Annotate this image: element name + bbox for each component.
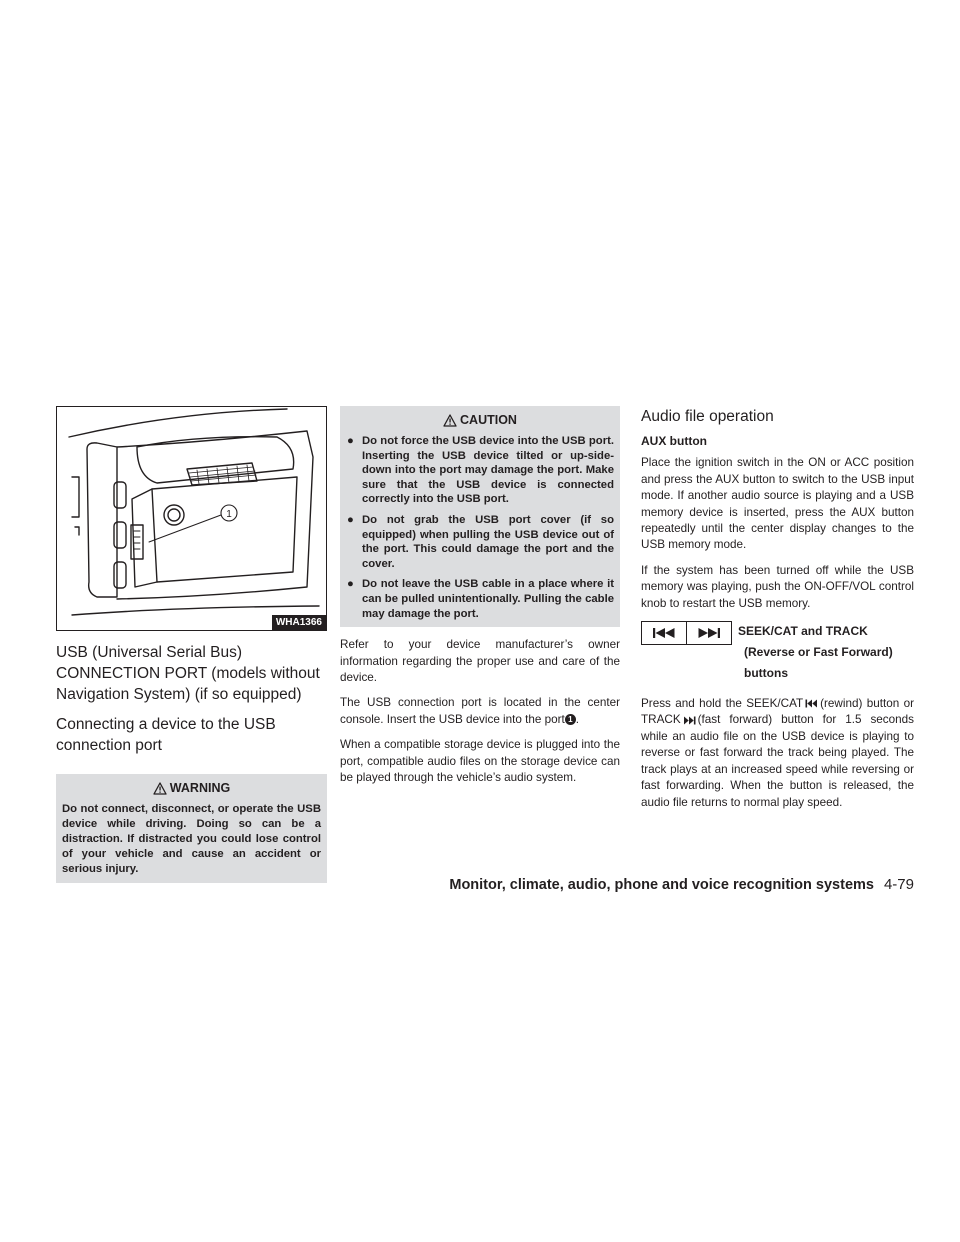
figure-code: WHA1366: [272, 615, 326, 630]
callout-1-icon: 1: [565, 714, 576, 725]
caution-box: [340, 406, 620, 627]
footer-section-title: Monitor, climate, audio, phone and voice recognition systems: [449, 877, 874, 893]
warning-title: WARNING: [169, 781, 231, 795]
warning-header: [62, 778, 321, 798]
console-illustration: [57, 407, 326, 630]
usb-port-figure: [56, 406, 327, 631]
page-footer: [0, 876, 914, 894]
caution-icon: [443, 414, 457, 427]
seek-text-c: (fast forward) button for 1.5 seconds while an audio file on the USB device is playing to reverse or fast forward the track being played. The track plays at an increased speed while reversing or fast forwarding. When the button is released, the audio file returns to normal play speed.: [641, 713, 914, 809]
seek-text-b: (rewind) button or TRACK: [641, 697, 914, 727]
skip-back-icon: [652, 627, 676, 639]
aux-paragraph-2: If the system has been turned off while the USB memory was playing, push the ON-OFF/VOL control knob to restart the USB memory.: [641, 563, 914, 610]
skip-forward-icon: [697, 627, 721, 639]
caution-item-text: Do not leave the USB cable in a place where it can be pulled unintentionally. Pulling the cable may damage the port.: [362, 578, 614, 620]
warning-text: Do not connect, disconnect, or operate the USB device while driving. Doing so can be a distraction. If distracted you could lose control of your vehicle and cause an accident or serious injury.: [62, 803, 321, 875]
port-location-text: The USB connection port is located in the center console. Insert the USB device into the port: [340, 696, 620, 726]
port-location-end: .: [575, 712, 580, 726]
rewind-icon: [805, 699, 818, 708]
bullet-icon: ●: [347, 513, 354, 526]
seek-track-paragraph: [641, 696, 914, 811]
caution-item: [346, 513, 614, 571]
right-column: [641, 406, 914, 820]
seek-rewind-button: [641, 621, 687, 645]
warning-icon: [153, 782, 167, 795]
page-number: 4-79: [883, 876, 914, 893]
aux-paragraph-1: Place the ignition switch in the ON or ACC position and press the AUX button to switch to the USB input mode. If another audio source is playing and a USB memory device is inserted, press the AUX button repeatedly until the center display changes to the USB memory mode.: [641, 456, 914, 552]
bullet-icon: ●: [347, 435, 354, 447]
seek-label-line: (Reverse or Fast Forward): [744, 645, 893, 660]
middle-column: [340, 406, 620, 795]
seek-track-buttons-row: [641, 621, 914, 684]
caution-item: [346, 434, 614, 507]
aux-button-heading: AUX button: [641, 434, 707, 448]
caution-item-text: Do not force the USB device into the USB port. Inserting the USB device tilted or up-side-down into the port may damage the port. Make sure that the USB device is connected correctly into the USB port.: [362, 435, 614, 506]
seek-label-line: SEEK/CAT and TRACK: [738, 624, 868, 639]
audio-file-operation-heading: Audio file operation: [641, 408, 774, 425]
bullet-icon: ●: [347, 578, 354, 591]
seek-track-label: [738, 621, 893, 684]
connecting-device-heading: Connecting a device to the USB connection port: [56, 716, 276, 754]
caution-item: [346, 577, 614, 621]
track-forward-button: [687, 621, 732, 645]
caution-item-text: Do not grab the USB port cover (if so equipped) when pulling the USB device out of the port. This could damage the port and the cover.: [362, 513, 614, 570]
left-column: [56, 406, 327, 883]
fast-forward-icon: [683, 716, 696, 725]
seek-track-button-graphic: [641, 621, 732, 684]
port-location-paragraph: [340, 695, 620, 728]
caution-title: CAUTION: [460, 413, 517, 427]
warning-box: [56, 774, 327, 883]
owner-info-paragraph: Refer to your device manufacturer’s owner information regarding the proper use and care of the device.: [340, 638, 620, 684]
usb-section-heading: USB (Universal Serial Bus) CONNECTION PORT (models without Navigation System) (if so equipped): [56, 644, 320, 703]
seek-label-line: buttons: [744, 666, 788, 681]
storage-device-paragraph: When a compatible storage device is plugged into the port, compatible audio files on the storage device can be played through the vehicle’s audio system.: [340, 738, 620, 784]
caution-list: [346, 434, 614, 621]
seek-text-a: Press and hold the SEEK/CAT: [641, 697, 804, 711]
caution-header: [346, 410, 614, 430]
figure-callout-label: 1: [226, 509, 232, 520]
